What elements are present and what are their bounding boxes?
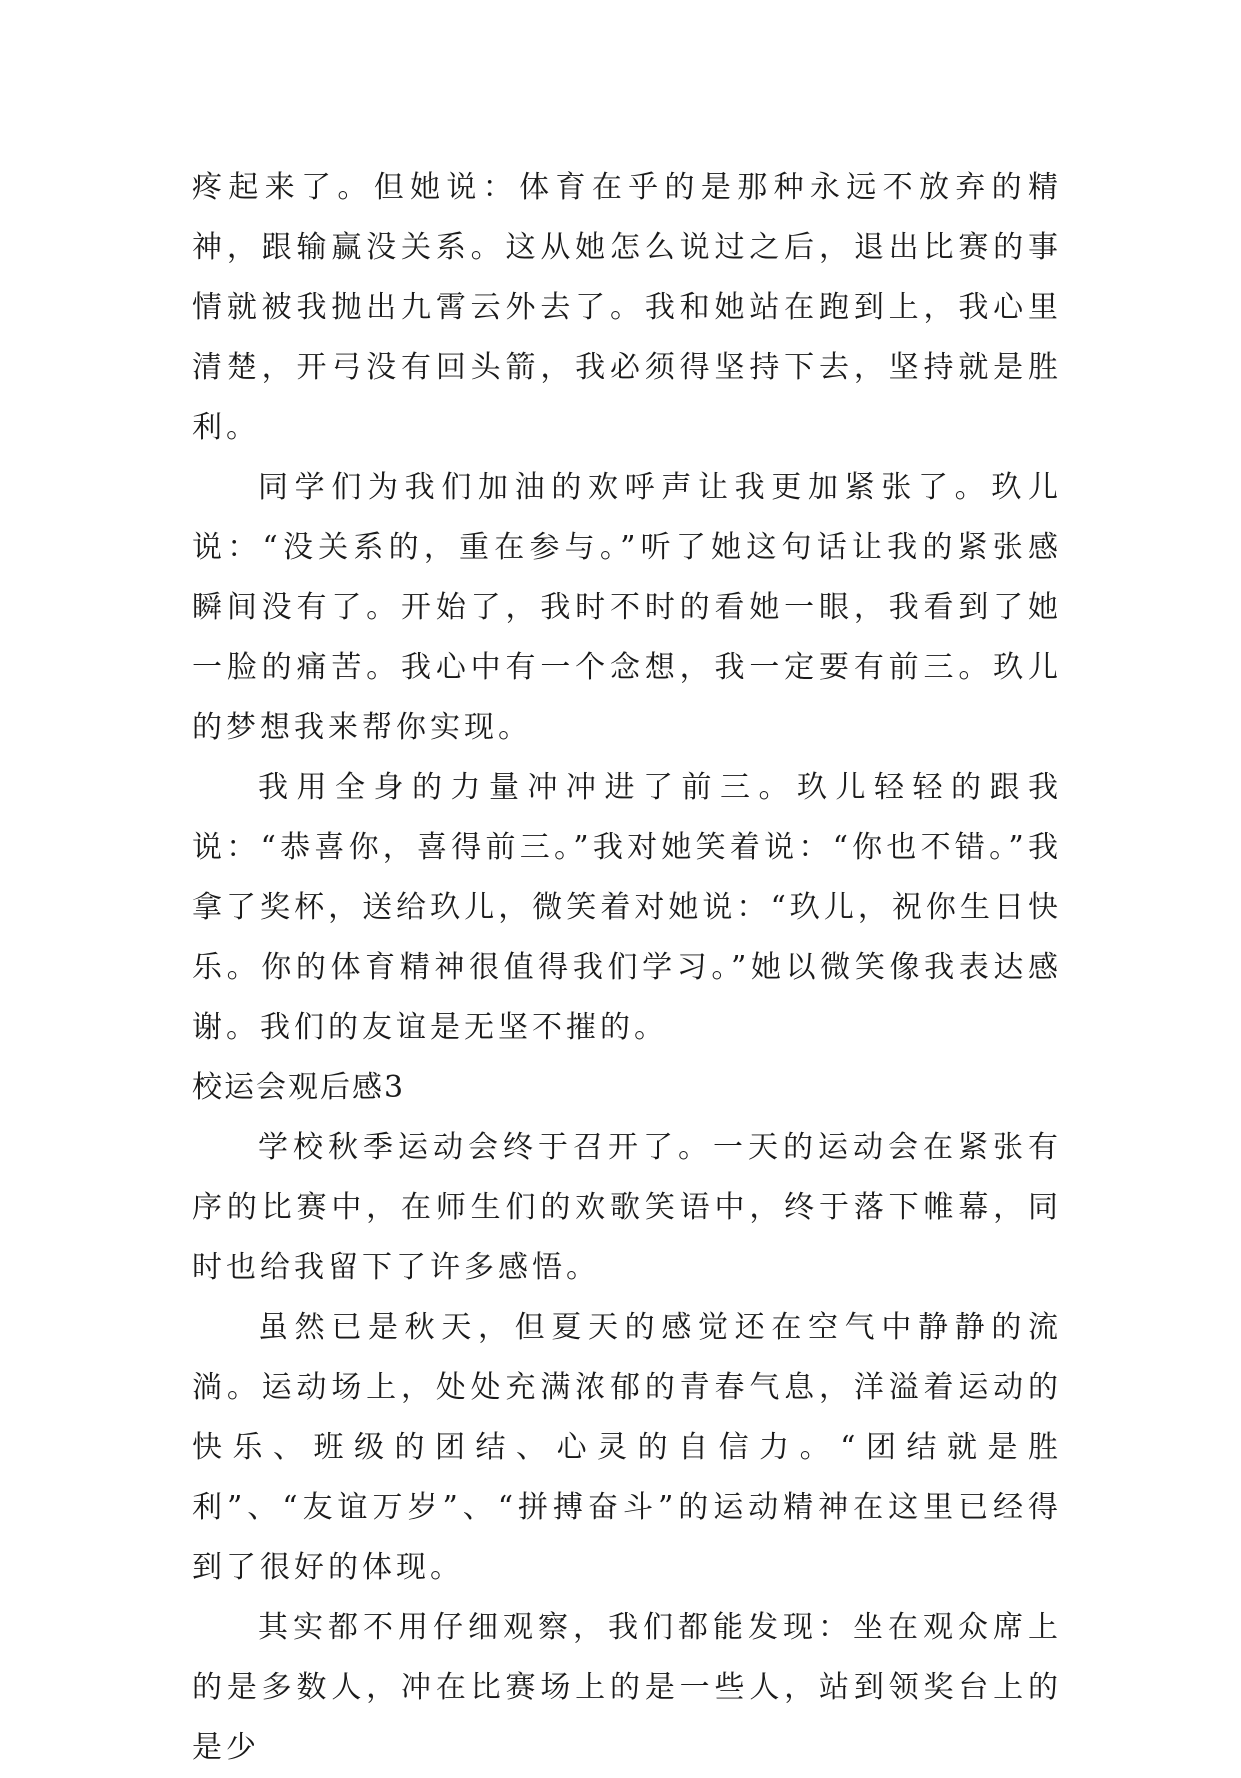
paragraph-top-three: 我用全身的力量冲冲进了前三。玖儿轻轻的跟我说：“恭喜你，喜得前三。”我对她笑着说：“你也不错。”我拿了奖杯，送给玖儿，微笑着对她说：“玖儿，祝你生日快乐。你的体育精神很值得我们学习。”她以微笑像我表达感谢。我们的友谊是无坚不摧的。 <box>192 770 1062 1045</box>
paragraph-observation: 其实都不用仔细观察，我们都能发现：坐在观众席上的是多数人，冲在比赛场上的是一些人，站到领奖台上的是少 <box>192 1610 1062 1765</box>
paragraph-autumn: 虽然已是秋天，但夏天的感觉还在空气中静静的流淌。运动场上，处处充满浓郁的青春气息，洋溢着运动的快乐、班级的团结、心灵的自信力。“团结就是胜利”、“友谊万岁”、“拼搏奋斗”的运动精神在这里已经得到了很好的体现。 <box>192 1310 1062 1585</box>
paragraph-sports-meet: 学校秋季运动会终于召开了。一天的运动会在紧张有序的比赛中，在师生们的欢歌笑语中，终于落下帷幕，同时也给我留下了许多感悟。 <box>192 1130 1062 1285</box>
paragraph-continuation: 疼起来了。但她说：体育在乎的是那种永远不放弃的精神，跟输赢没关系。这从她怎么说过之后，退出比赛的事情就被我抛出九霄云外去了。我和她站在跑到上，我心里清楚，开弓没有回头箭，我必须得坚持下去，坚持就是胜利。 <box>192 170 1062 445</box>
paragraph-cheering: 同学们为我们加油的欢呼声让我更加紧张了。玖儿说：“没关系的，重在参与。”听了她这句话让我的紧张感瞬间没有了。开始了，我时不时的看她一眼，我看到了她一脸的痛苦。我心中有一个念想，我一定要有前三。玖儿的梦想我来帮你实现。 <box>192 470 1062 745</box>
section-title: 校运会观后感3 <box>192 1070 406 1105</box>
document-page <box>192 158 1062 1778</box>
